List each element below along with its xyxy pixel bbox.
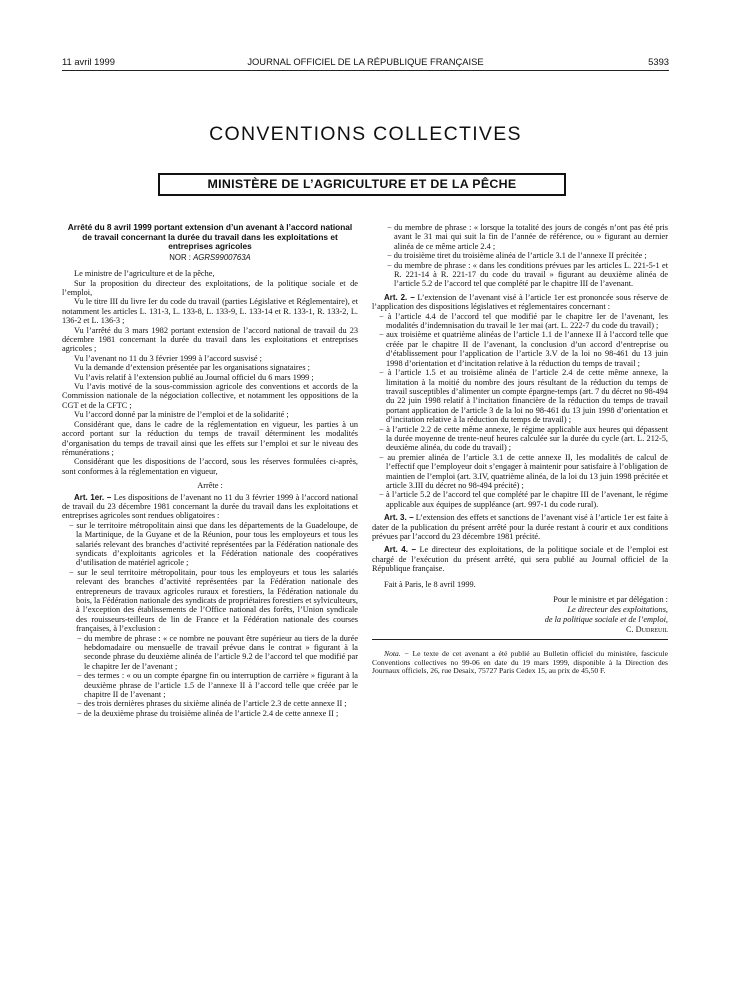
article-4-label: Art. 4. − (384, 545, 417, 555)
list-item: − à l’article 5.2 de l’accord tel que complété par le chapitre III de l’avenant, le régime applicable aux équipes de suppléance (art. 997-1 du code rural). (379, 490, 668, 509)
sub-list-item: − du membre de phrase : « dans les conditions prévues par les articles L. 221-5-1 et R. 221-14 à R. 221-17 du code du travail » figurant au deuxième alinéa de l’article 5.2 de l’accord tel que complété par le chapitre III de l’avenant. (387, 260, 668, 289)
visa-paragraph: Vu l’arrêté du 3 mars 1982 portant extension de l’accord national de travail du 23 décembre 1981 concernant la durée du travail dans les exploitations et entreprises agricoles ; (62, 325, 358, 354)
visa-paragraph: Considérant que les dispositions de l’accord, sous les réserves formulées ci-après, sont conformes à la réglementation en vigueur, (62, 457, 358, 476)
running-header (62, 56, 669, 70)
list-item: − à l’article 4.4 de l’accord tel que modifié par le chapitre Ier de l’avenant, les modalités d’indemnisation du travail le 1er mai (art. L. 222-7 du code du travail) ; (379, 311, 668, 331)
note-text: Le texte de cet avenant a été publié au Bulletin officiel du ministère, fascicule Conventions collectives no 99-06 en date du 19 mars 1999, disponible à la Direction des Journaux officiels, 26, rue Desaix, 75727 Paris Cedex 15, au prix de 45,50 F. (372, 649, 668, 676)
sub-list-item: − du membre de phrase : « ce nombre ne pouvant être supérieur au tiers de la durée hebdomadaire ou mensuelle de travail prévue dans le contrat » figurant à la seconde phrase du deuxième alinéa de l’article 9.2 de l’accord tel que modifié par le chapitre Ier de l’avenant ; (77, 633, 358, 671)
visa-paragraph: Considérant que, dans le cadre de la réglementation en vigueur, les parties à un accord portant sur la réduction du temps de travail déterminent les modalités d’organisation du temps de travail ainsi que les effets sur l’emploi et sur le niveau des rémunérations ; (62, 419, 358, 457)
note-divider (372, 639, 668, 640)
signature-delegation: Pour le ministre et par délégation : (553, 595, 668, 605)
signatory-name: C. Dudreuil (625, 625, 668, 635)
arrete-heading: Arrête : (197, 481, 223, 491)
list-item: − à l’article 2.2 de cette même annexe, le régime applicable aux heures qui dépassent la durée moyenne de trente-neuf heures calculée sur la durée du cycle (art. L. 212-5, deuxième alinéa, du code du travail) ; (379, 424, 668, 453)
visa-paragraph: Vu l’accord donné par la ministre de l’emploi et de la solidarité ; (74, 410, 289, 420)
nor-label: NOR : (169, 252, 194, 262)
decree-title: Arrêté du 8 avril 1999 portant extension d’un avenant à l’accord national de travail concernant la durée du travail dans les exploitations et entreprises agricoles (67, 222, 353, 252)
visa-paragraph: Vu l’avenant no 11 du 3 février 1999 à l’accord susvisé ; (74, 353, 262, 363)
visa-paragraph: Vu l’avis motivé de la sous-commission agricole des conventions et accords de la Commission nationale de la négociation collective, et notamment les oppositions de la CGT et de la CFTC ; (62, 382, 358, 410)
signed-place-date: Fait à Paris, le 8 avril 1999. (384, 579, 476, 589)
visa-paragraph: Vu l’avis relatif à l’extension publié au Journal officiel du 6 mars 1999 ; (74, 372, 314, 382)
sub-list-item: − des trois dernières phrases du sixième alinéa de l’article 2.3 de cette annexe II ; (77, 699, 347, 709)
article-4-text: Le directeur des exploitations, de la politique sociale et de l’emploi est chargé de l’exécution du présent arrêté, qui sera publié au Journal officiel de la République française. (372, 545, 668, 574)
list-item: − aux troisième et quatrième alinéas de l’article 1.1 de l’annexe II à l’accord telle que créée par le chapitre II de l’avenant, la conclusion d’un accord d’entreprise ou d’établissement pour l’application de l’article 3.V de la loi no 98-461 du 13 juin 1998 d’orientation et d’incitation relative à la réduction du temps de travail ; (379, 330, 668, 368)
article-3-label: Art. 3. − (384, 513, 414, 523)
left-column (62, 223, 358, 718)
list-item: − sur le seul territoire métropolitain, pour tous les employeurs et tous les salariés relevant des branches d’activité représentées par la Fédération nationale des entrepreneurs de travaux agricoles ruraux et forestiers, la Fédération nationale du bois, la Fédération nationale des syndicats de propriétaires forestiers et sylviculteurs, à l’exception des établissements de l’Office national des forêts, l’Union syndicale des rouisseurs-teilleurs de lin de France et la Fédération nationale des courses françaises, à l’exclusion : (69, 567, 358, 634)
signature-title: Le directeur des exploitations, (567, 605, 668, 615)
nor-code: AGRS9900763A (193, 252, 251, 262)
section-title: CONVENTIONS COLLECTIVES (209, 123, 522, 145)
note-label: Nota. − (384, 649, 410, 659)
ministry-heading: MINISTÈRE DE L’AGRICULTURE ET DE LA PÊCHE (158, 173, 566, 196)
sub-list-item: − de la deuxième phrase du troisième alinéa de l’article 2.4 de cette annexe II ; (77, 708, 339, 718)
article-4 (372, 545, 668, 573)
list-item: − sur le territoire métropolitain ainsi que dans les départements de la Guadeloupe, de la Martinique, de la Guyane et de la Réunion, pour tous les employeurs et tous les salariés relevant des branches d’activité représentées par la Fédération nationale des syndicats d’exploitants agricoles et la Fédération nationale des coopératives d’utilisation de matériel agricole ; (69, 520, 358, 568)
visa-paragraph: Sur la proposition du directeur des exploitations, de la politique sociale et de l’emploi, (62, 278, 358, 297)
header-journal-name: JOURNAL OFFICIEL DE LA RÉPUBLIQUE FRANÇAISE (247, 56, 484, 67)
article-1 (62, 493, 358, 521)
right-column (372, 223, 668, 676)
header-rule (62, 70, 669, 71)
visa-paragraph: Vu le titre III du livre Ier du code du travail (parties Législative et Réglementaire), et notamment les articles L. 131-3, L. 133-8, L. 133-9, L. 133-14 et R. 133-1, R. 133-2, L. 136-2 et L. 136-3 ; (62, 297, 358, 326)
list-item: − à l’article 1.5 et au troisième alinéa de l’article 2.4 de cette même annexe, la limitation à la moitié du nombre des jours résultant de la réduction du temps de travail susceptibles d’alimenter un compte épargne-temps (art. 7 du décret no 98-494 du 22 juin 1998 relatif à l’incitation financière de la réduction du temps de travail portant application de l’article 3 de la loi no 98-461 du 13 juin 1998 d’orientation et d’incitation relative à la réduction du temps de travail) ; (379, 368, 668, 425)
article-1-text: Les dispositions de l’avenant no 11 du 3 février 1999 à l’accord national de travail du 23 décembre 1981 concernant la durée du travail dans les exploitations et entreprises agricoles sont rendues obligatoires : (62, 492, 359, 521)
article-3 (372, 513, 668, 541)
article-3-text: L’extension des effets et sanctions de l’avenant visé à l’article 1er est faite à dater de la publication du présent arrêté pour la durée restant à courir et aux conditions prévues par l’accord du 23 décembre 1981 précité. (372, 513, 668, 541)
header-date: 11 avril 1999 (62, 56, 115, 67)
nor-line (62, 253, 358, 262)
article-2-text: L’extension de l’avenant visé à l’article 1er est prononcée sous réserve de l’application des dispositions législatives et réglementaires concernant : (372, 292, 669, 312)
signature-title: de la politique sociale et de l’emploi, (544, 615, 668, 625)
article-2 (372, 293, 668, 312)
article-1-label: Art. 1er. − (74, 492, 112, 502)
list-item: − au premier alinéa de l’article 3.1 de cette annexe II, les modalités de calcul de l’effectif que l’employeur doit s’engager à maintenir pour satisfaire à l’obligation de maintien de l’emploi (art. 3.IV, quatrième alinéa, de la loi du 13 juin 1998 précitée et article 3.III du décret no 98-494 précité) ; (379, 452, 668, 490)
sub-list-item: − du membre de phrase : « lorsque la totalité des jours de congés n’ont pas été pris avant le 31 mai qui suit la fin de l’année de référence, ou » figurant au dernier alinéa de ce même article 2.4 ; (387, 223, 668, 251)
header-page-number: 5393 (648, 56, 669, 67)
article-2-label: Art. 2. − (384, 292, 415, 302)
sub-list-item: − des termes : « ou un compte épargne fin ou interruption de carrière » figurant à la deuxième phrase de l’article 1.5 de l’annexe II à l’accord telle que créée par le chapitre II de l’avenant ; (77, 671, 358, 700)
sub-list-item: − du troisième tiret du troisième alinéa de l’article 3.1 de l’annexe II précitée ; (387, 251, 647, 261)
visa-paragraph: Le ministre de l’agriculture et de la pêche, (74, 269, 215, 279)
nota-note (372, 650, 668, 676)
visa-paragraph: Vu la demande d’extension présentée par les organisations signataires ; (74, 363, 310, 373)
